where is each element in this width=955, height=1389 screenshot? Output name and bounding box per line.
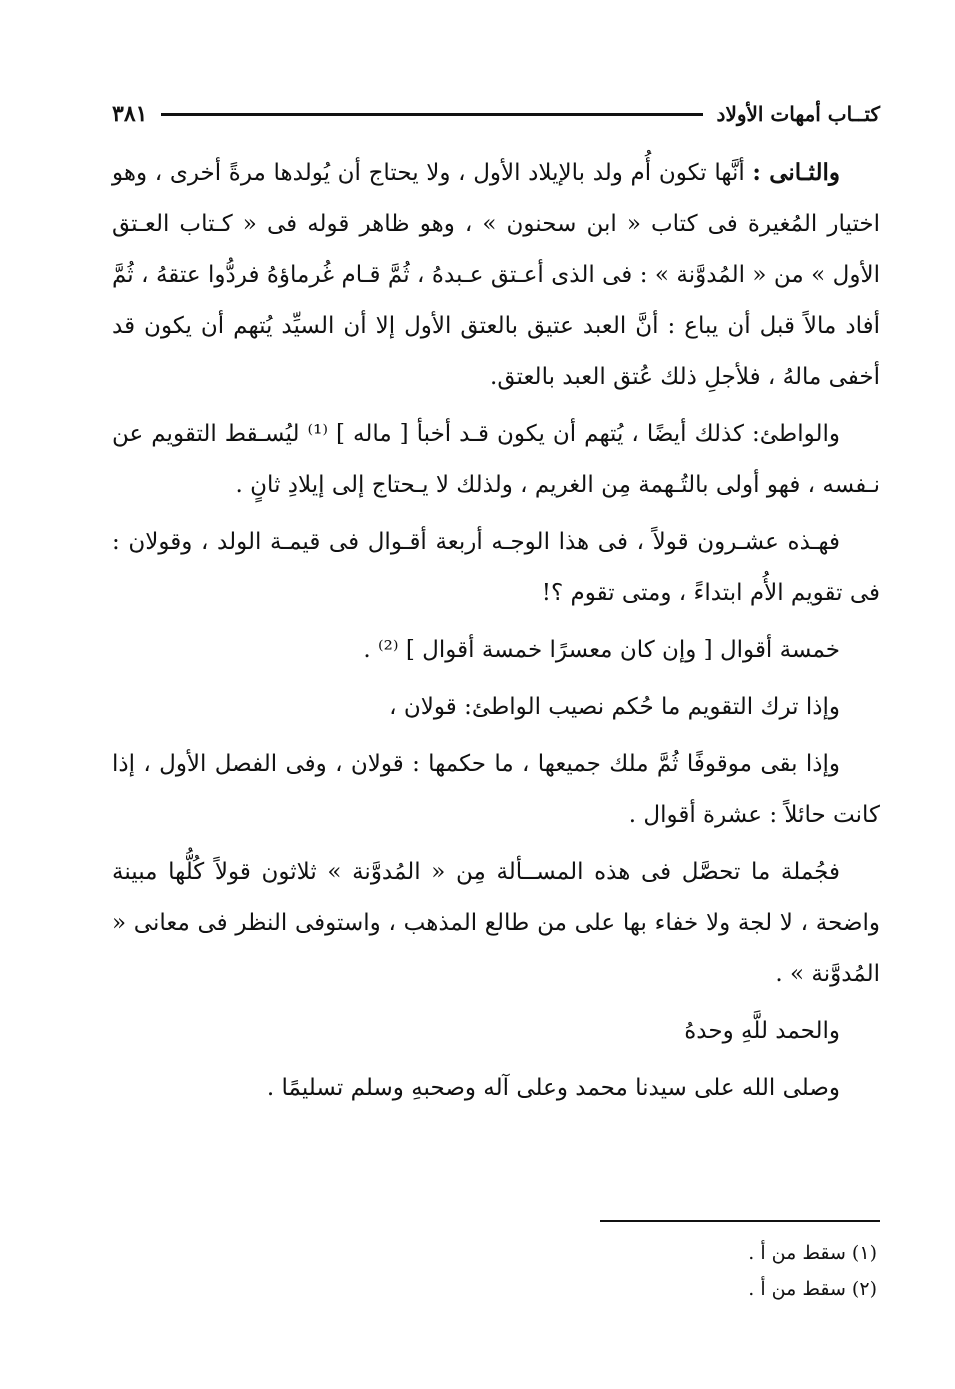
paragraph: فجُملة ما تحصَّل فى هذه المســألة مِن « المُدوَّنة » ثلاثون قولاً كُلُّها مبينة واضحة ، لا لجة ولا خفاء بها على من طالع المذهب ، واستوفى النظر فى معانى « المُدوَّنة » . xyxy=(112,859,880,987)
closing-prayer: وصلى الله على سيدنا محمد وعلى آله وصحبهِ وسلم تسليمًا . xyxy=(266,1075,840,1101)
paragraph-lead: والثـانى : xyxy=(752,159,841,186)
running-title: كتــاب أمهات الأولاد xyxy=(716,102,880,126)
main-text xyxy=(112,147,880,1114)
page-number: ٣٨١ xyxy=(112,101,148,127)
footnote: (٢) سقط من أ . xyxy=(748,1278,877,1300)
paragraph: والواطئ: كذلك أيضًا ، يُتهم أن يكون قـد أخبأ [ ماله ] ⁽¹⁾ ليُسـقط التقويم عن نـفسه ، فهو أولى بالتُـهمة مِن الغريم ، ولذلك لا يـحتاج إلى إيلادِ ثانٍ . xyxy=(112,421,880,498)
closing-praise: والحمد للَّهِ وحدهُ xyxy=(684,1018,840,1044)
paragraph: وإذا ترك التقويم ما حُكم نصيب الواطئ: قولان ، xyxy=(389,694,840,720)
footnotes xyxy=(477,1235,877,1307)
footnote-rule xyxy=(600,1220,880,1222)
header-rule xyxy=(161,113,702,116)
paragraph: خمسة أقوال [ وإن كان معسرًا خمسة أقوال ] ⁽²⁾ . xyxy=(363,637,840,663)
running-header xyxy=(112,94,880,134)
paragraph xyxy=(112,147,880,403)
footnote: (١) سقط من أ . xyxy=(748,1242,877,1264)
paragraph: فهـذه عشـرون قولاً ، فى هذا الوجـه أربعة أقـوال فى قيمـة الولد ، وقولان : فى تقويم الأُم ابتداءً ، ومتى تقوم ؟! xyxy=(112,529,880,606)
paragraph-text: أنَّها تكون أُم ولد بالإيلاد الأول ، ولا يحتاج أن يُولدها مرةً أخرى ، وهو اختيار المُغيرة فى كتاب « ابن سحنون » ، وهو ظاهر قوله فى « كـتاب العـتق الأول » من « المُدوَّنة » : فى الذى أعـتق عـبدهُ ، ثُمَّ قـام غُرماؤهُ فردُّوا عتقهُ ، ثُمَّ أفاد مالاً قبل أن يباع : أنَّ العبد عتيق بالعتق الأول إلا أن السيِّد يُتهم أن يكون قد أخفى مالهُ ، فلأجلِ ذلك عُتق العبد بالعتق. xyxy=(112,160,880,390)
paragraph: وإذا بقى موقوفًا ثُمَّ ملك جميعها ، ما حكمها : قولان ، وفى الفصل الأول ، إذا كانت حائلاً : عشرة أقوال . xyxy=(112,751,880,828)
